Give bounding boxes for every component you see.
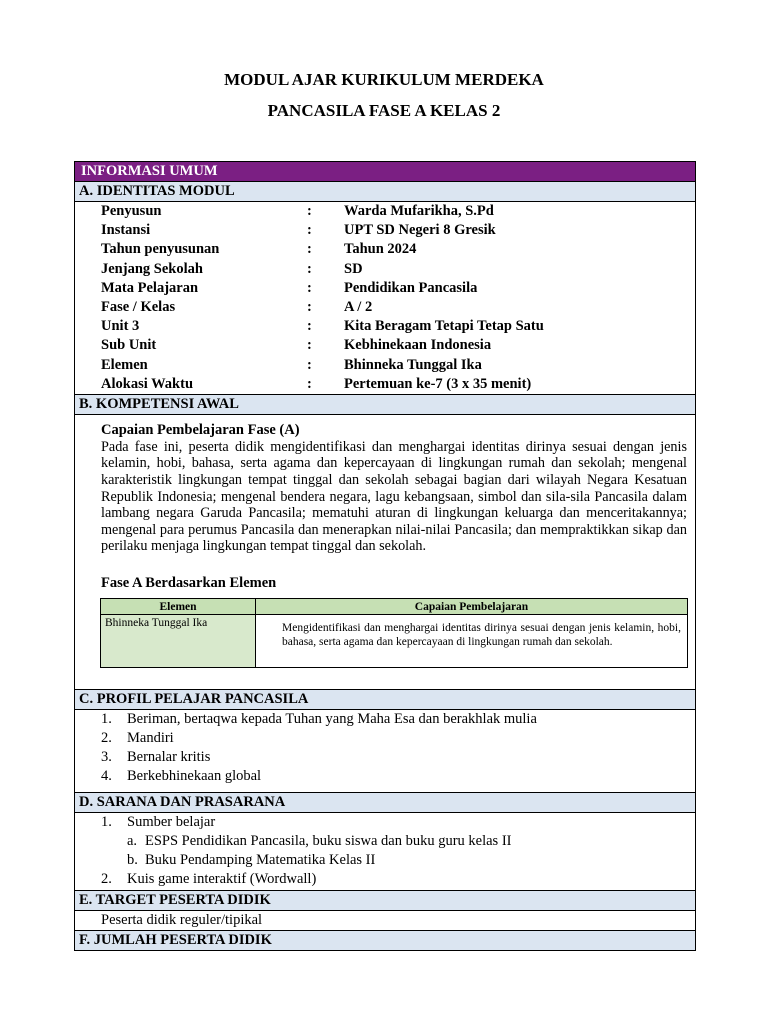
identity-label: Tahun penyusunan (101, 241, 220, 258)
identity-value: Kita Beragam Tetapi Tetap Satu (344, 318, 544, 335)
identity-value: Bhinneka Tunggal Ika (344, 356, 482, 373)
list-item (75, 748, 695, 767)
identitas-modul (75, 202, 695, 395)
identity-label: Mata Pelajaran (101, 279, 199, 296)
identity-row (75, 279, 695, 298)
identity-value: Pendidikan Pancasila (344, 279, 478, 296)
section-b-header: B. KOMPETENSI AWAL (75, 395, 695, 415)
identity-label: Unit 3 (101, 318, 140, 335)
profil-list (75, 710, 695, 793)
cp-paragraph: Pada fase ini, peserta didik mengidentifikasi dan menghargai identitas dirinya sesuai dengan jenis kelamin, hobi, bahasa, serta agama dan kepercayaan di lingkungan rumah dan sekolah; mengenal karakteristik lingkungan tempat tinggal dan sekolah sebagai bagian dari wilayah Negara Kesatuan Republik Indonesia; mengenal bendera negara, lagu kebangsaan, simbol dan sila-sila Pancasila dalam lambang negara Garuda Pancasila; mematuhi aturan di lingkungan keluarga dan menceritakannya; mengenal para perumus Pancasila dan menerapkan nilai-nilai Pancasila; dan mempraktikkan sikap dan perilaku menjaga lingkungan tempat tinggal dan sekolah. (101, 438, 687, 555)
section-f-header: F. JUMLAH PESERTA DIDIK (75, 931, 695, 950)
sub-list-item (75, 851, 695, 870)
identity-label: Jenjang Sekolah (101, 260, 203, 277)
identity-colon: : (307, 298, 312, 315)
list-text: Berkebhinekaan global (127, 768, 262, 785)
list-number: 1. (101, 710, 112, 727)
table-header-elemen: Elemen (101, 599, 256, 615)
document-title: MODUL AJAR KURIKULUM MERDEKA (224, 70, 544, 89)
identity-row (75, 317, 695, 336)
table-header-capaian: Capaian Pembelajaran (256, 599, 688, 615)
list-item (75, 710, 695, 729)
identity-colon: : (307, 203, 312, 219)
section-e-header: E. TARGET PESERTA DIDIK (75, 891, 695, 911)
target-peserta-text: Peserta didik reguler/tipikal (75, 911, 695, 931)
identity-row (75, 260, 695, 279)
identity-label: Sub Unit (101, 337, 157, 354)
list-text: Kuis game interaktif (Wordwall) (127, 871, 317, 888)
identity-row (75, 375, 695, 394)
list-number: 1. (101, 813, 112, 830)
list-number: 4. (101, 768, 112, 785)
identity-label: Penyusun (101, 203, 162, 219)
identity-label: Alokasi Waktu (101, 375, 194, 392)
list-text: Sumber belajar (127, 813, 216, 830)
list-text: Beriman, bertaqwa kepada Tuhan yang Maha Esa dan berakhlak mulia (127, 710, 537, 727)
identity-colon: : (307, 375, 312, 392)
list-text: Mandiri (127, 730, 174, 747)
list-number: 3. (101, 749, 112, 766)
table-cell-elemen: Bhinneka Tunggal Ika (101, 615, 256, 668)
identity-value: Warda Mufarikha, S.Pd (344, 203, 494, 219)
kompetensi-awal (75, 415, 695, 690)
identity-label: Elemen (101, 356, 148, 373)
identity-row (75, 202, 695, 221)
list-letter: b. (127, 852, 138, 869)
list-letter: a. (127, 833, 138, 850)
identity-colon: : (307, 222, 312, 239)
table-cell-capaian: Mengidentifikasi dan menghargai identitas dirinya sesuai dengan jenis kelamin, hobi, bahasa, serta agama dan kepercayaan di lingkungan rumah dan sekolah. (256, 615, 688, 668)
identity-row (75, 336, 695, 355)
identity-colon: : (307, 318, 312, 335)
cp-table (100, 598, 688, 668)
identity-colon: : (307, 279, 312, 296)
identity-row (75, 221, 695, 240)
list-text: Bernalar kritis (127, 749, 211, 766)
info-umum-header: INFORMASI UMUM (75, 162, 695, 182)
list-item (75, 870, 695, 889)
identity-colon: : (307, 356, 312, 373)
list-number: 2. (101, 871, 112, 888)
identity-value: A / 2 (344, 298, 373, 315)
identity-value: Kebhinekaan Indonesia (344, 337, 492, 354)
identity-colon: : (307, 260, 312, 277)
document-subtitle: PANCASILA FASE A KELAS 2 (267, 101, 501, 120)
section-d-header: D. SARANA DAN PRASARANA (75, 793, 695, 813)
identity-row (75, 240, 695, 259)
identity-label: Instansi (101, 222, 151, 239)
module-table (74, 161, 696, 951)
list-text: Buku Pendamping Matematika Kelas II (145, 852, 376, 869)
identity-value: Tahun 2024 (344, 241, 417, 258)
section-c-header: C. PROFIL PELAJAR PANCASILA (75, 690, 695, 710)
identity-value: Pertemuan ke-7 (3 x 35 menit) (344, 375, 532, 392)
identity-row (75, 356, 695, 375)
identity-label: Fase / Kelas (101, 298, 176, 315)
section-a-header: A. IDENTITAS MODUL (75, 182, 695, 202)
cp-title: Capaian Pembelajaran Fase (A) (101, 421, 300, 438)
identity-colon: : (307, 337, 312, 354)
sarana-list (75, 813, 695, 891)
list-item (75, 813, 695, 832)
fase-title: Fase A Berdasarkan Elemen (101, 575, 277, 592)
identity-colon: : (307, 241, 312, 258)
identity-row (75, 298, 695, 317)
identity-value: UPT SD Negeri 8 Gresik (344, 222, 496, 239)
list-item (75, 767, 695, 786)
table-row (101, 615, 688, 668)
list-text: ESPS Pendidikan Pancasila, buku siswa dan buku guru kelas II (145, 833, 512, 850)
identity-value: SD (344, 260, 363, 277)
sub-list-item (75, 832, 695, 851)
list-number: 2. (101, 730, 112, 747)
list-item (75, 729, 695, 748)
